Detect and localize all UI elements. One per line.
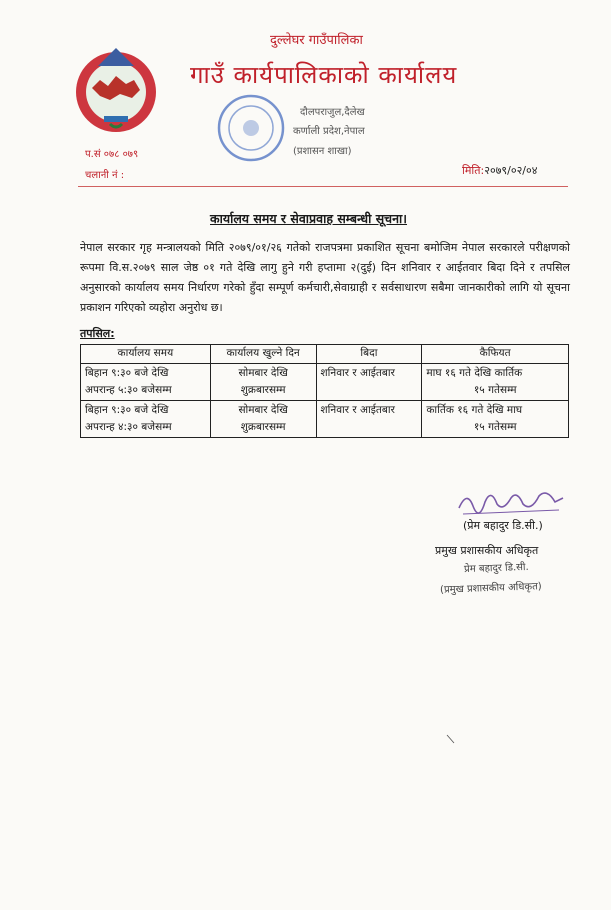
table-row	[81, 401, 569, 438]
letter-date	[462, 163, 537, 178]
time-start: बिहान ९:३० बजे देखि	[85, 404, 169, 416]
time-end: अपरान्ह ४:३० बजेसम्म	[85, 421, 172, 433]
table-row	[81, 364, 569, 401]
stamp-post: (प्रमुख प्रशासकीय अधिकृत)	[439, 581, 542, 596]
header-divider	[78, 186, 568, 187]
remark-line: १५ गतेसम्म	[473, 421, 517, 433]
open-days-cell	[210, 401, 316, 438]
remark-cell	[422, 401, 569, 438]
office-province: कर्णाली प्रदेश,नेपाल	[293, 126, 365, 137]
reference-number: प.सं ०७८ ०७९	[85, 149, 139, 160]
dispatch-number: चलानी नं :	[85, 170, 125, 181]
holiday-cell: शनिवार र आईतबार	[316, 401, 422, 438]
time-end: अपरान्ह ५:३० बजेसम्म	[85, 384, 172, 396]
days-end: शुक्रबारसम्म	[240, 421, 286, 433]
table-header-row	[81, 345, 569, 364]
round-stamp-icon	[215, 92, 287, 164]
days-end: शुक्रबारसम्म	[240, 384, 286, 396]
date-value: २०७९/०२/०४	[484, 164, 538, 177]
office-address: दौलपराजुल,दैलेख	[300, 107, 365, 118]
table-header: बिदा	[316, 345, 422, 364]
schedule-table	[80, 344, 569, 438]
holiday-cell: शनिवार र आईतबार	[316, 364, 422, 401]
remark-line: माघ १६ गते देखि कार्तिक	[426, 367, 523, 379]
time-start: बिहान ९:३० बजे देखि	[85, 367, 169, 379]
municipality-name: दुल्लेघर गाउँपालिका	[270, 33, 363, 48]
pen-mark-icon	[446, 734, 456, 744]
table-header: कैफियत	[422, 345, 569, 364]
date-label: मिति:	[462, 164, 485, 177]
office-name: गाउँ कार्यपालिकाको कार्यालय	[190, 61, 458, 89]
open-days-cell	[210, 364, 316, 401]
stamp-name: प्रेम बहादुर डि.सी.	[463, 561, 529, 576]
nepal-emblem-icon	[70, 40, 162, 136]
office-time-cell	[81, 364, 211, 401]
notice-title: कार्यालय समय र सेवाप्रवाह सम्बन्धी सूचना।	[210, 211, 408, 226]
signatory-post: प्रमुख प्रशासकीय अधिकृत	[435, 544, 539, 557]
tapsil-label: तपसिल:	[80, 327, 115, 340]
remark-line: १५ गतेसम्म	[473, 384, 517, 396]
table-header: कार्यालय खुल्ने दिन	[210, 345, 316, 364]
office-time-cell	[81, 401, 211, 438]
days-start: सोमबार देखि	[238, 404, 288, 416]
remark-cell	[422, 364, 569, 401]
signature-icon	[455, 484, 567, 518]
days-start: सोमबार देखि	[238, 367, 288, 379]
remark-line: कार्तिक १६ गते देखि माघ	[426, 404, 523, 416]
signatory-name: (प्रेम बहादुर डि.सी.)	[463, 519, 543, 532]
table-header: कार्यालय समय	[81, 345, 211, 364]
office-section: (प्रशासन शाखा)	[293, 146, 352, 157]
notice-body: नेपाल सरकार गृह मन्त्रालयको मिति २०७९/०१/२६ गतेको राजपत्रमा प्रकाशित सूचना बमोजिम नेपाल सरकारले परीक्षणको रूपमा वि.स.२०७९ साल जेष्ठ ०१ गते देखि लागु हुने गरी हप्तामा २(दुई) दिन शनिवार र आईतवार बिदा दिने र तपसिल अनुसारको कार्यालय समय निर्धारण गरेको हुँदा सम्पूर्ण कर्मचारी,सेवाग्राही र सर्वसाधारण सबैमा जानकारीको लागि यो सूचना प्रकाशन गरिएको व्यहोरा अनुरोध छ।	[80, 241, 570, 314]
